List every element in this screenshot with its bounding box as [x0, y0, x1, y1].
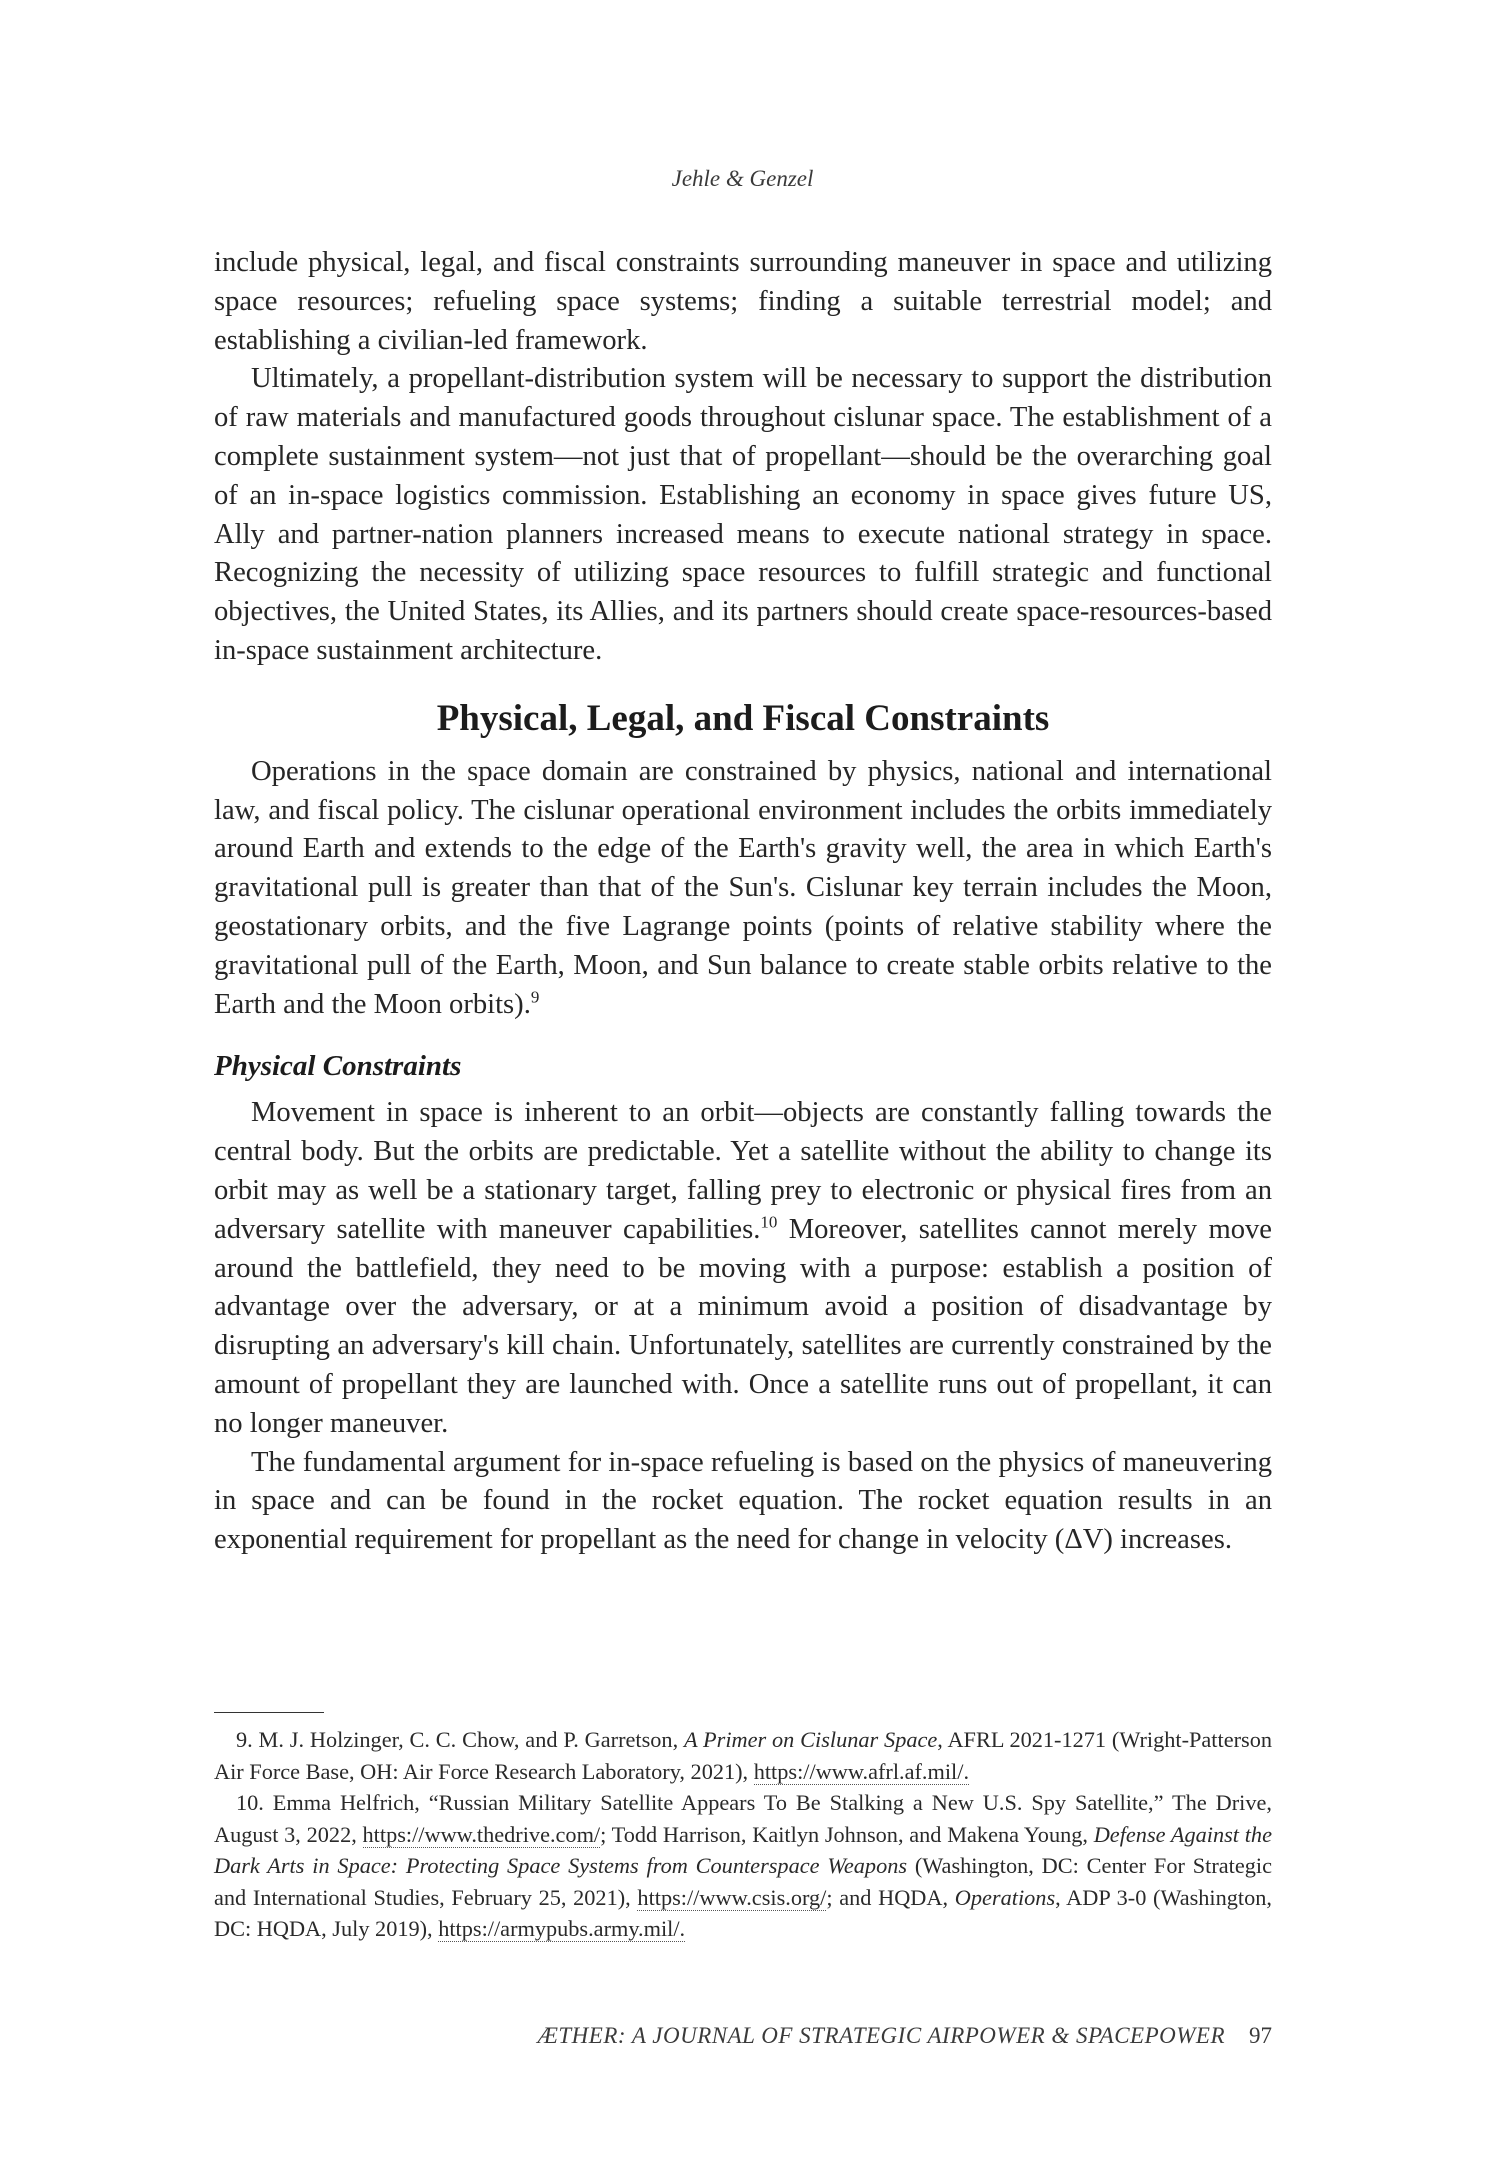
footnote-10-lead: 10. Emma Helfrich, “Russian Military Satellite Appears To Be Stalking a New U.S. Spy Satellite,” The Drive, August 3, 2022, — [214, 1790, 1272, 1847]
intro-paragraph-1: include physical, legal, and fiscal constraints surrounding maneuver in space and utilizing space resources; refueling space systems; finding a suitable terrestrial model; and establishing a civilian-led framework. — [214, 247, 1272, 356]
journal-title: ÆTHER: A JOURNAL OF STRATEGIC AIRPOWER & SPACEPOWER — [537, 2023, 1225, 2048]
footnote-10-link-csis[interactable]: https://www.csis.org/ — [637, 1884, 827, 1910]
footnote-10-text-3: ; and HQDA, — [826, 1884, 955, 1910]
subsection-paragraph-1-text-b: Moreover, satellites cannot merely move around the battlefield, they need to be moving with a purpose: establish a position of advantage over the adversary, or at a minimum avoid a position of disadvantage by disrupting an adversary's kill chain. Unfortunately, satellites are currently constrained by the amount of propellant they are launched with. Once a satellite runs out of propellant, it can no longer maneuver. — [214, 1213, 1272, 1439]
footnote-10-title-1: Defense Against the Dark Arts in Space: Protecting Space Systems from Counterspace Weapons — [214, 1821, 1272, 1878]
subsection-heading: Physical Constraints — [214, 1050, 462, 1083]
page-number: 97 — [1249, 2023, 1272, 2048]
subsection-paragraph-1 — [214, 1094, 1272, 1443]
running-head: Jehle & Genzel — [671, 166, 814, 191]
footnote-divider — [214, 1712, 324, 1713]
subsection-paragraph-1-text-a: Movement in space is inherent to an orbit—objects are constantly falling towards the central body. But the orbits are predictable. Yet a satellite without the ability to change its orbit may as well be a stationary target, falling prey to electronic or physical fires from an adversary satellite with maneuver capabilities. — [214, 1097, 1272, 1245]
footnote-10-text-2: (Washington, DC: Center For Strategic and International Studies, February 25, 2021), — [214, 1853, 1272, 1910]
footnote-9-link[interactable]: https://www.afrl.af.mil/. — [753, 1758, 970, 1784]
section-heading: Physical, Legal, and Fiscal Constraints — [436, 697, 1050, 739]
footnote-10-text-1: ; Todd Harrison, Kaitlyn Johnson, and Makena Young, — [600, 1821, 1094, 1847]
footnote-ref-10[interactable]: 10 — [760, 1212, 778, 1232]
footnote-10-link-thedrive[interactable]: https://www.thedrive.com/ — [362, 1821, 601, 1847]
footnote-ref-9[interactable]: 9 — [530, 987, 540, 1007]
footnote-10 — [214, 1787, 1272, 1945]
section-paragraph-text: Operations in the space domain are constrained by physics, national and international law, and fiscal policy. The cislunar operational environment includes the orbits immediately around Earth and extends to the edge of the Earth's gravity well, the area in which Earth's gravitational pull is greater than that of the Sun's. Cislunar key terrain includes the Moon, geostationary orbits, and the five Lagrange points (points of relative stability where the gravitational pull of the Earth, Moon, and Sun balance to create stable orbits relative to the Earth and the Moon orbits). — [214, 755, 1272, 1020]
footnote-9-title: A Primer on Cislunar Space — [683, 1727, 938, 1752]
footnotes — [214, 1724, 1272, 1945]
intro-paragraph-2: Ultimately, a propellant-distribution system will be necessary to support the distribution of raw materials and manufactured goods throughout cislunar space. The establishment of a complete sustainment system—not just that of propellant—should be the overarching goal of an in-space logistics commission. Establishing an economy in space gives future US, Ally and partner-nation planners increased means to execute national strategy in space. Recognizing the necessity of utilizing space resources to fulfill strategic and functional objectives, the United States, its Allies, and its partners should create space-resources-based in-space sustainment architecture. — [214, 363, 1272, 666]
footnote-10-title-2: Operations — [954, 1884, 1056, 1910]
footnote-9 — [214, 1724, 1272, 1787]
footnote-10-link-armypubs[interactable]: https://armypubs.army.mil/. — [438, 1916, 686, 1941]
page-footer — [537, 2023, 1272, 2049]
section-paragraph — [214, 753, 1272, 1025]
footnote-10-text-4: , ADP 3-0 (Washington, DC: HQDA, July 2019), — [214, 1884, 1272, 1941]
subsection-paragraph-2: The fundamental argument for in-space refueling is based on the physics of maneuvering in space and can be found in the rocket equation. The rocket equation results in an exponential requirement for propellant as the need for change in velocity (ΔV) increases. — [214, 1446, 1272, 1556]
body-text — [214, 244, 1272, 1560]
footnote-9-lead: 9. M. J. Holzinger, C. C. Chow, and P. Garretson, — [236, 1727, 684, 1752]
footnote-9-rest: , AFRL 2021-1271 (Wright-Patterson Air Force Base, OH: Air Force Research Laboratory, 2021), — [214, 1727, 1272, 1784]
